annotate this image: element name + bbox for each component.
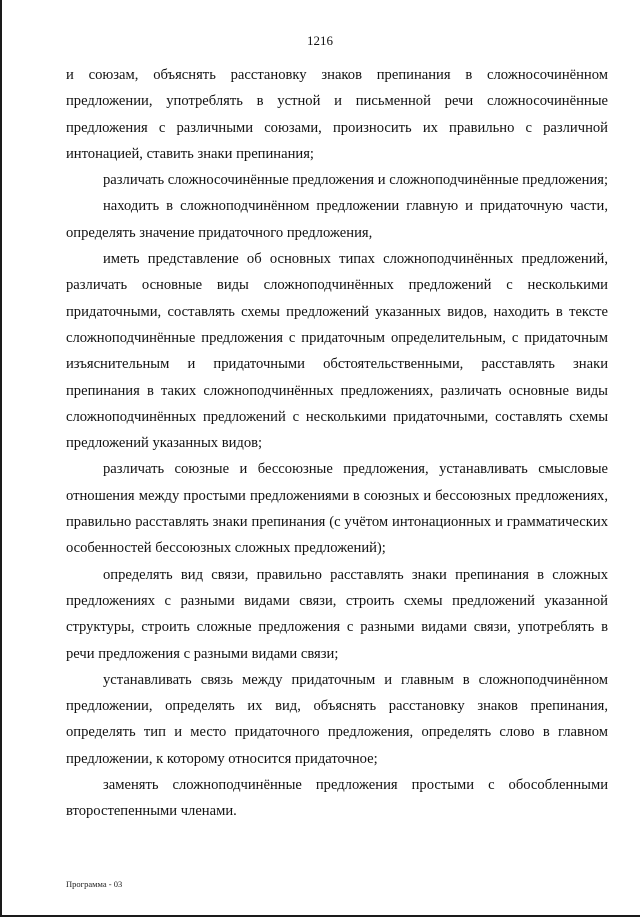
paragraph: устанавливать связь между придаточным и главным в сложноподчинённом предложении, определять их вид, объяснять расстановку знаков препинания, определять тип и место придаточного предложения, определять слово в главном предложении, к которому относится придаточное; <box>66 671 608 767</box>
paragraph: иметь представление об основных типах сложноподчинённых предложений, различать основные виды сложноподчинённых предложений с несколькими придаточными, составлять схемы предложений указанных видов, находить в тексте сложноподчинённые предложения с придаточным определительным, с придаточным изъяснительным и придаточными обстоятельственными, расставлять знаки препинания в таких сложноподчинённых предложениях, различать основные виды сложноподчинённых предложений с несколькими придаточными, составлять схемы предложений указанных видов; <box>66 251 608 452</box>
paragraph: определять вид связи, правильно расставлять знаки препинания в сложных предложениях с разными видами связи, строить схемы предложений указанной структуры, строить сложные предложения с разными видами связи, употреблять в речи предложения с разными видами связи; <box>66 566 608 662</box>
page-footer: Программа - 03 <box>66 879 123 889</box>
paragraph: различать союзные и бессоюзные предложения, устанавливать смысловые отношения между простыми предложениями в союзных и бессоюзных предложениях, правильно расставлять знаки препинания (с учётом интонационных и грамматических особенностей бессоюзных сложных предложений); <box>66 461 608 557</box>
scan-edge-left <box>0 0 2 917</box>
paragraph: заменять сложноподчинённые предложения простыми с обособленными второстепенными членами. <box>66 777 608 820</box>
paragraph: различать сложносочинённые предложения и сложноподчинённые предложения; <box>103 172 608 189</box>
paragraph: находить в сложноподчинённом предложении главную и придаточную части, определять значение придаточного предложения, <box>66 198 608 241</box>
page-number: 1216 <box>307 33 333 48</box>
body-text <box>66 62 608 825</box>
paragraph-continuation: и союзам, объяснять расстановку знаков препинания в сложносочинённом предложении, употреблять в устной и письменной речи сложносочинённые предложения с различными союзами, произносить их правильно с различной интонацией, ставить знаки препинания; <box>66 67 608 162</box>
